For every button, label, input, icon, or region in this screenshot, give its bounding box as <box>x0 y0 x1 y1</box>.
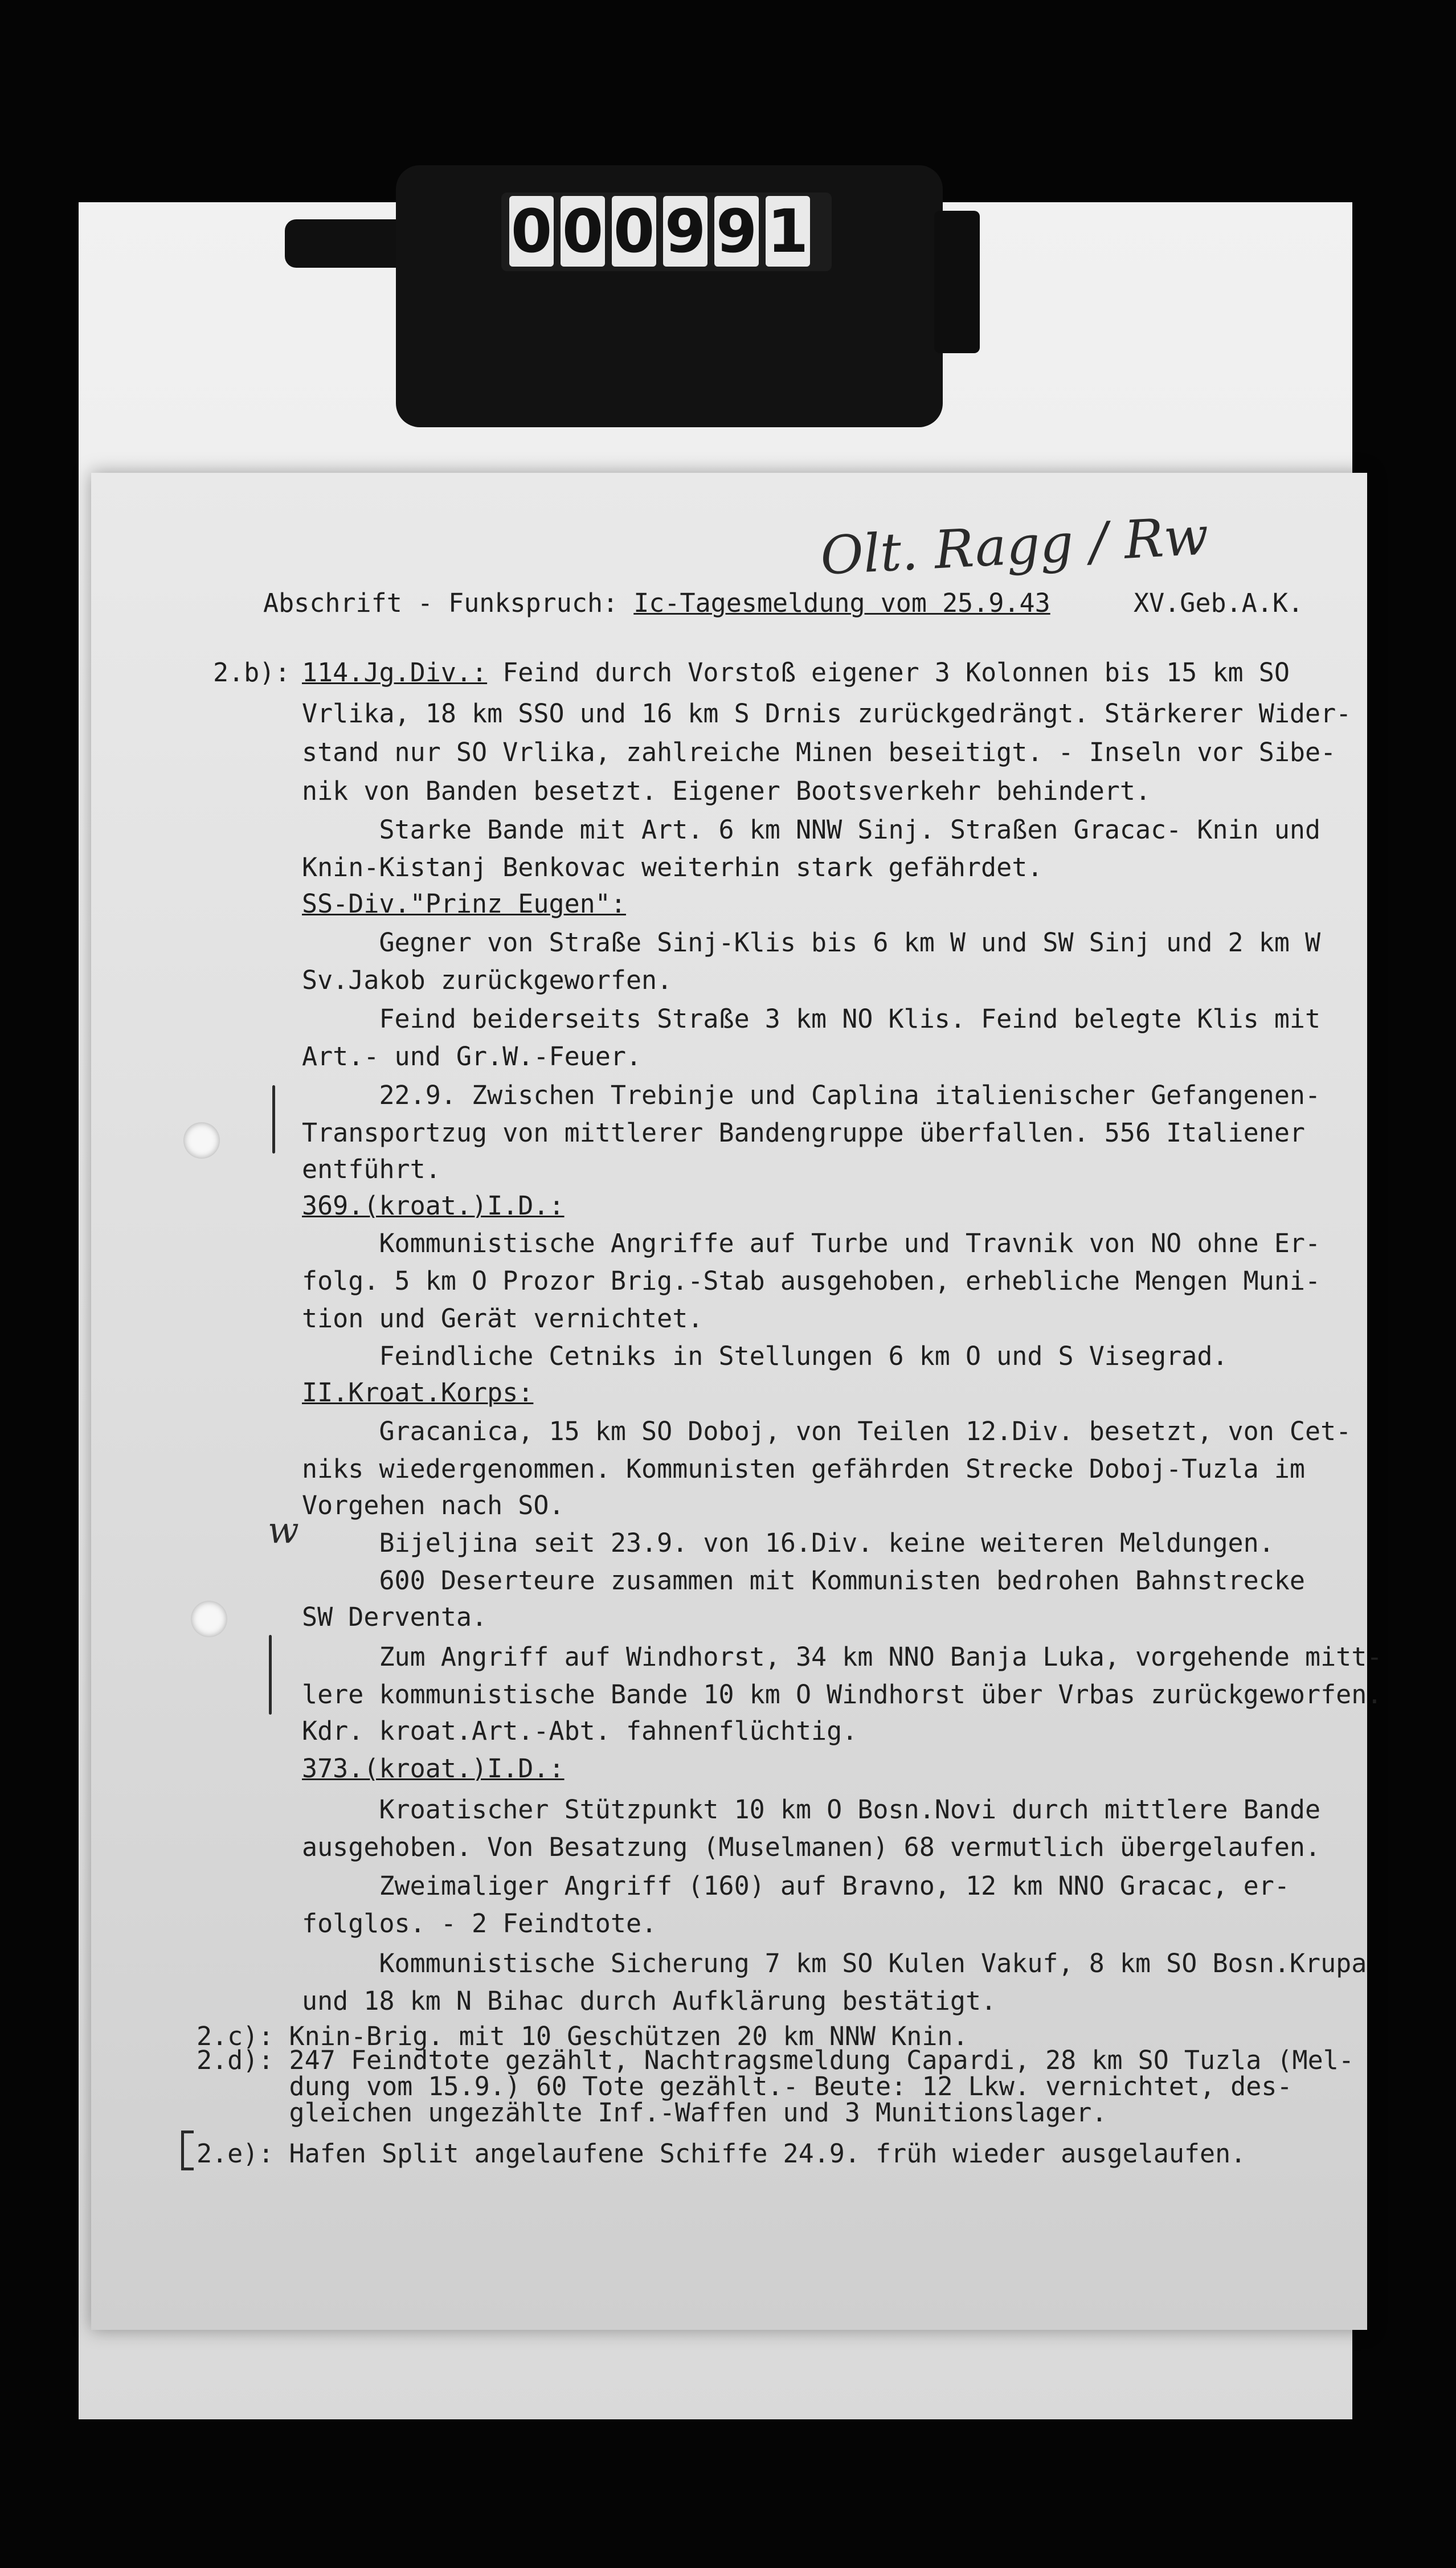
division-heading-ss: SS-Div."Prinz Eugen": <box>302 889 626 919</box>
paragraph-line: Kommunistische Sicherung 7 km SO Kulen Vakuf, 8 km SO Bosn.Krupa <box>302 1948 1367 1978</box>
item-2c: 2.c): Knin-Brig. mit 10 Geschützen 20 km NNW Knin. <box>197 2021 968 2051</box>
counter-knob <box>934 211 980 353</box>
paragraph-line: 22.9. Zwischen Trebinje und Caplina italienischer Gefangenen- <box>302 1080 1321 1110</box>
paragraph-line <box>302 656 1290 689</box>
margin-mark-w: w <box>268 1510 299 1552</box>
counter-digit: 0 <box>561 196 605 267</box>
paragraph-line: Knin-Kistanj Benkovac weiterhin stark gefährdet. <box>302 852 1043 882</box>
paragraph-line: Kommunistische Angriffe auf Turbe und Travnik von NO ohne Er- <box>302 1228 1321 1258</box>
paragraph-line: Feindliche Cetniks in Stellungen 6 km O und S Visegrad. <box>302 1341 1228 1371</box>
document-header <box>263 587 1050 620</box>
item-2e: 2.e): Hafen Split angelaufene Schiffe 24.9. früh wieder ausgelaufen. <box>197 2138 1246 2169</box>
margin-bracket-hook <box>181 2131 194 2133</box>
paragraph-line: Vorgehen nach SO. <box>302 1490 565 1520</box>
paragraph-line: ausgehoben. Von Besatzung (Muselmanen) 68 vermutlich übergelaufen. <box>302 1832 1321 1862</box>
paragraph-line: SW Derventa. <box>302 1602 488 1632</box>
item-2d-line: 2.d): 247 Feindtote gezählt, Nachtragsmeldung Capardi, 28 km SO Tuzla (Mel- <box>197 2045 1354 2075</box>
paragraph-line: folg. 5 km O Prozor Brig.-Stab ausgehoben, erhebliche Mengen Muni- <box>302 1266 1321 1296</box>
line-text: Feind durch Vorstoß eigener 3 Kolonnen bis 15 km SO <box>487 657 1290 688</box>
handwritten-note: Olt. Ragg / Rw <box>819 505 1210 587</box>
item-2d-line: gleichen ungezählte Inf.-Waffen und 3 Munitionslager. <box>197 2097 1107 2128</box>
paragraph-line: Gracanica, 15 km SO Doboj, von Teilen 12.Div. besetzt, von Cet- <box>302 1416 1352 1446</box>
paragraph-line: Transportzug von mittlerer Bandengruppe überfallen. 556 Italiener <box>302 1118 1305 1148</box>
paragraph-line: Zum Angriff auf Windhorst, 34 km NNO Banja Luka, vorgehende mitt- <box>302 1642 1383 1672</box>
paragraph-line: folglos. - 2 Feindtote. <box>302 1908 657 1939</box>
counter-digit: 9 <box>663 196 707 267</box>
paragraph-line: tion und Gerät vernichtet. <box>302 1303 704 1334</box>
paragraph-line: Vrlika, 18 km SSO und 16 km S Drnis zurückgedrängt. Stärkerer Wider- <box>302 698 1352 729</box>
counter-digit: 9 <box>714 196 759 267</box>
division-heading-korps: II.Kroat.Korps: <box>302 1377 534 1408</box>
paragraph-line: nik von Banden besetzt. Eigener Bootsverkehr behindert. <box>302 776 1151 806</box>
item-2d-line: dung vom 15.9.) 60 Tote gezählt.- Beute: 12 Lkw. vernichtet, des- <box>197 2071 1293 2101</box>
paragraph-line: Kdr. kroat.Art.-Abt. fahnenflüchtig. <box>302 1716 858 1746</box>
punch-hole <box>191 1601 227 1637</box>
paragraph-line: Gegner von Straße Sinj-Klis bis 6 km W und SW Sinj und 2 km W <box>302 927 1321 958</box>
paragraph-line: stand nur SO Vrlika, zahlreiche Minen beseitigt. - Inseln vor Sibe- <box>302 737 1336 767</box>
margin-bracket <box>272 1085 275 1154</box>
division-heading-114: 114.Jg.Div.: <box>302 657 488 688</box>
header-left: Abschrift - Funkspruch: <box>263 588 634 618</box>
paragraph-line: Zweimaliger Angriff (160) auf Bravno, 12 km NNO Gracac, er- <box>302 1871 1290 1901</box>
counter-digit: 1 <box>766 196 810 267</box>
paragraph-line: niks wiedergenommen. Kommunisten gefährden Strecke Doboj-Tuzla im <box>302 1454 1305 1484</box>
paragraph-line: Feind beiderseits Straße 3 km NO Klis. Feind belegte Klis mit <box>302 1004 1321 1034</box>
margin-bracket <box>181 2131 184 2170</box>
paragraph-line: Art.- und Gr.W.-Feuer. <box>302 1041 642 1072</box>
paragraph-line: Sv.Jakob zurückgeworfen. <box>302 965 673 995</box>
paragraph-line: Kroatischer Stützpunkt 10 km O Bosn.Novi durch mittlere Bande <box>302 1794 1321 1825</box>
paragraph-line: und 18 km N Bihac durch Aufklärung bestätigt. <box>302 1986 997 2016</box>
division-heading-369: 369.(kroat.)I.D.: <box>302 1191 565 1221</box>
paragraph-line: 600 Deserteure zusammen mit Kommunisten bedrohen Bahnstrecke <box>302 1565 1305 1596</box>
item-label-2b: 2.b): <box>213 657 291 688</box>
counter-digit: 0 <box>509 196 554 267</box>
header-unit: XV.Geb.A.K. <box>1134 588 1304 618</box>
frame-counter <box>501 193 832 271</box>
counter-digit: 0 <box>612 196 656 267</box>
paragraph-line: Starke Bande mit Art. 6 km NNW Sinj. Straßen Gracac- Knin und <box>302 815 1321 845</box>
division-heading-373: 373.(kroat.)I.D.: <box>302 1753 565 1784</box>
punch-hole <box>183 1122 220 1159</box>
paragraph-line: lere kommunistische Bande 10 km O Windhorst über Vrbas zurückgeworfen. <box>302 1679 1383 1710</box>
margin-bracket <box>269 1635 272 1715</box>
margin-bracket-hook <box>181 2168 194 2170</box>
paragraph-line: Bijeljina seit 23.9. von 16.Div. keine weiteren Meldungen. <box>302 1528 1274 1558</box>
header-title: Ic-Tagesmeldung vom 25.9.43 <box>633 588 1050 618</box>
paragraph-line: entführt. <box>302 1154 441 1184</box>
